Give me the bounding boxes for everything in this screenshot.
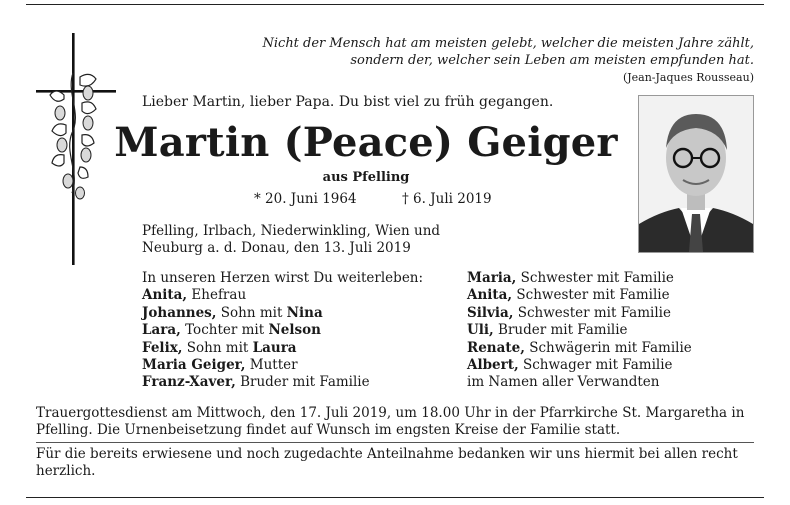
mourner-row: Anita, Schwester mit Familie xyxy=(467,287,670,304)
intro-line: Lieber Martin, lieber Papa. Du bist viel zu früh gegangen. xyxy=(142,94,554,110)
epigraph-quote xyxy=(194,35,754,69)
mourner-row: Silvia, Schwester mit Familie xyxy=(467,304,671,321)
mourner-row: Maria Geiger, Mutter xyxy=(142,357,298,374)
mourner-row: Felix, Sohn mit Laura xyxy=(142,339,297,356)
quote-line-1: Nicht der Mensch hat am meisten gelebt, welcher die meisten Jahre zählt, xyxy=(262,36,754,51)
mourner-row: Johannes, Sohn mit Nina xyxy=(142,304,323,321)
mourners-left-column xyxy=(142,270,423,392)
deceased-origin: aus Pfelling xyxy=(322,170,410,185)
birth-date: * 20. Juni 1964 xyxy=(254,191,357,207)
mourner-row: im Namen aller Verwandten xyxy=(467,374,660,391)
mourner-row: Anita, Ehefrau xyxy=(142,287,247,304)
mourner-row: Uli, Bruder mit Familie xyxy=(467,322,628,339)
mourner-row: In unseren Herzen wirst Du weiterleben: xyxy=(142,270,424,286)
funeral-service-text: Trauergottesdienst am Mittwoch, den 17. Juli 2019, um 18.00 Uhr in der Pfarrkirche St. Margaretha in Pfelling. Die Urnenbeisetzung findet auf Wunsch im engsten Kreise der Familie statt. xyxy=(36,405,745,438)
mourner-row: Renate, Schwägerin mit Familie xyxy=(467,339,692,356)
place-line-1: Pfelling, Irlbach, Niederwinkling, Wien und xyxy=(142,223,441,239)
portrait-photo-drawing xyxy=(639,96,753,252)
mourner-row: Franz-Xaver, Bruder mit Familie xyxy=(142,374,370,391)
portrait-photo xyxy=(638,95,754,253)
mourner-row: Lara, Tochter mit Nelson xyxy=(142,322,321,339)
place-and-date xyxy=(142,223,440,257)
mourner-row: Maria, Schwester mit Familie xyxy=(467,270,674,286)
thanks-text: Für die bereits erwiesene und noch zugedachte Anteilnahme bedanken wir uns hiermit bei allen recht herzlich. xyxy=(36,446,738,479)
life-dates xyxy=(254,191,492,207)
quote-line-2: sondern der, welcher sein Leben am meisten empfunden hat. xyxy=(350,53,754,68)
death-date: † 6. Juli 2019 xyxy=(402,191,492,207)
deceased-name: Martin (Peace) Geiger xyxy=(114,119,618,166)
quote-author: (Jean-Jaques Rousseau) xyxy=(622,71,754,84)
divider xyxy=(36,442,754,443)
mourners-right-column xyxy=(467,270,692,392)
place-line-2: Neuburg a. d. Donau, den 13. Juli 2019 xyxy=(142,240,411,256)
mourner-row: Albert, Schwager mit Familie xyxy=(467,357,673,374)
obituary-notice xyxy=(26,4,764,498)
